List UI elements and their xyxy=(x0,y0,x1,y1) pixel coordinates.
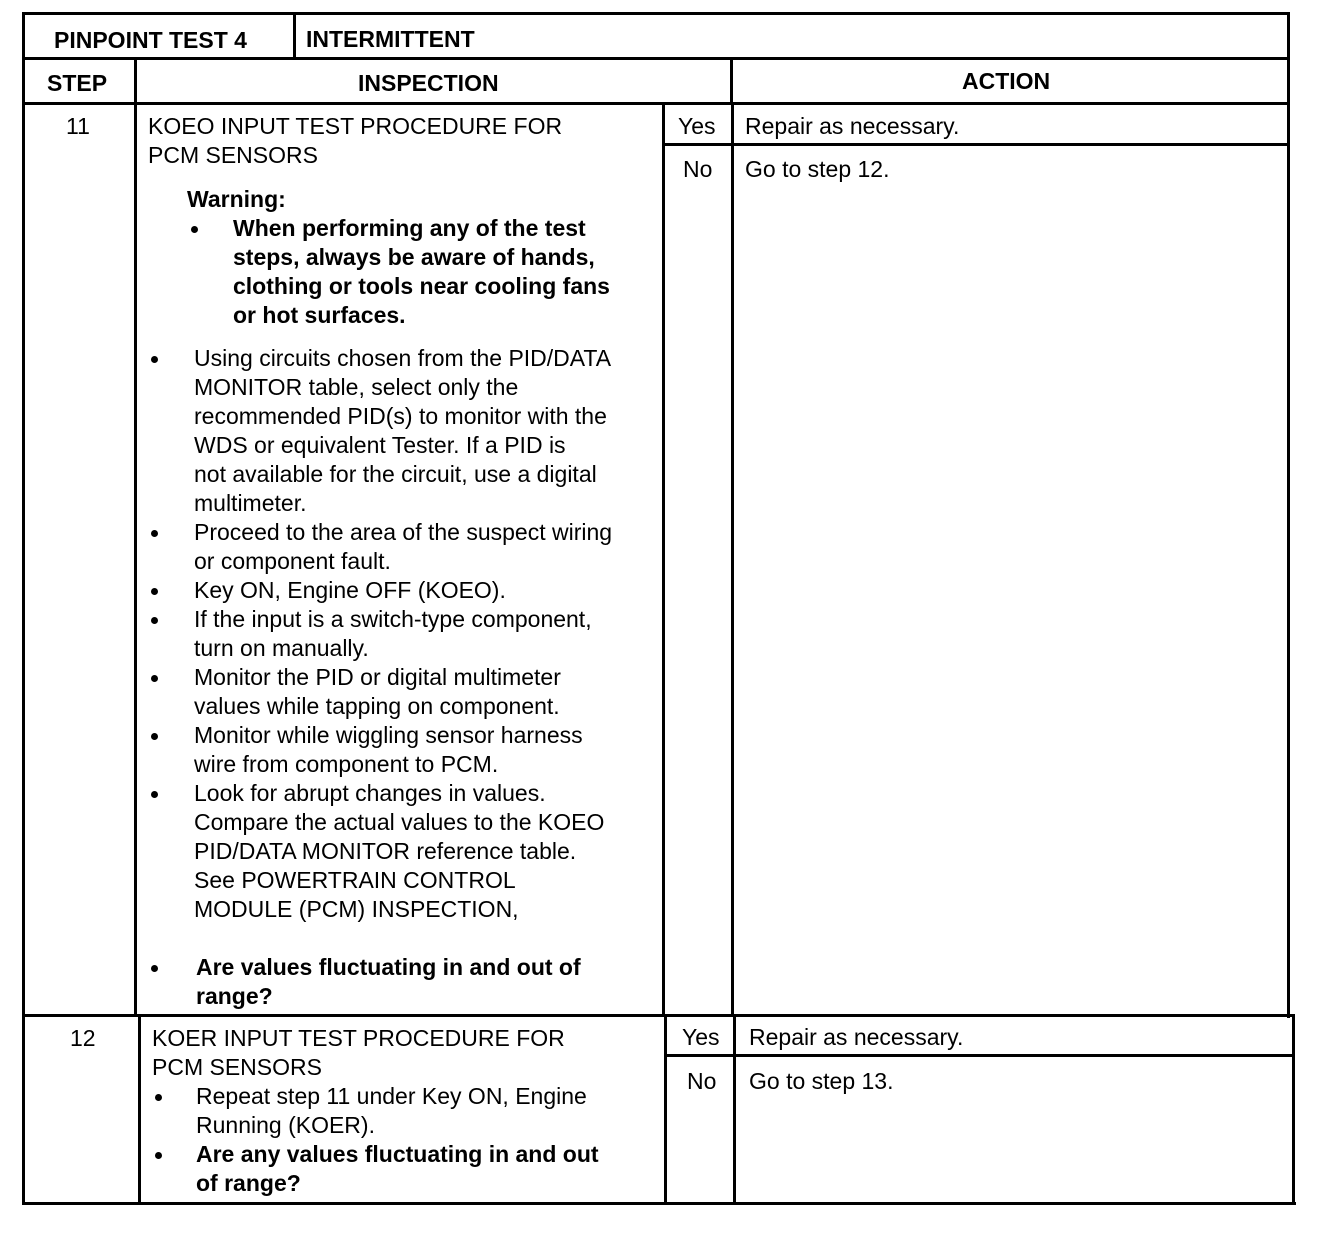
bullet-icon xyxy=(151,588,158,595)
warning-label: Warning: xyxy=(187,186,286,212)
step11-bullet1-line3: recommended PID(s) to monitor with the xyxy=(194,403,607,429)
step12-question-line2: of range? xyxy=(196,1170,301,1196)
bullet-icon xyxy=(151,617,158,624)
step11-bullet4-line2: turn on manually. xyxy=(194,635,369,661)
step11-bullet6-line2: wire from component to PCM. xyxy=(194,751,499,777)
bullet-icon xyxy=(151,356,158,363)
step11-bullet7-line4: See POWERTRAIN CONTROL xyxy=(194,867,516,893)
step11-question-line2: range? xyxy=(196,983,273,1009)
yesno-action-divider-11 xyxy=(731,102,734,1017)
step11-bullet4-line1: If the input is a switch-type component, xyxy=(194,606,592,632)
inspection-yesno-divider-11 xyxy=(662,102,665,1017)
step-column-divider xyxy=(134,57,137,1017)
step11-bullet5-line2: values while tapping on component. xyxy=(194,693,560,719)
step11-bullet5-line1: Monitor the PID or digital multimeter xyxy=(194,664,561,690)
step12-question-line1: Are any values fluctuating in and out xyxy=(196,1141,599,1167)
step12-yes-action: Repair as necessary. xyxy=(749,1024,964,1050)
table-border-right xyxy=(1287,12,1290,1018)
warning-line1: When performing any of the test xyxy=(233,215,586,241)
bullet-icon xyxy=(151,965,158,972)
table-border-left xyxy=(22,12,25,1205)
step12-no-action: Go to step 13. xyxy=(749,1068,894,1094)
step-column-divider-lower xyxy=(138,1014,141,1205)
step11-bullet2-line1: Proceed to the area of the suspect wiring xyxy=(194,519,613,545)
bullet-icon xyxy=(155,1152,162,1159)
step11-bullet7-line2: Compare the actual values to the KOEO xyxy=(194,809,605,835)
warning-line3: clothing or tools near cooling fans xyxy=(233,273,610,299)
step12-bullet1-line2: Running (KOER). xyxy=(196,1112,375,1138)
step-number-11: 11 xyxy=(66,113,90,139)
step11-bullet1-line4: WDS or equivalent Tester. If a PID is xyxy=(194,432,566,458)
warning-line4: or hot surfaces. xyxy=(233,302,406,328)
step11-yes-label: Yes xyxy=(678,113,716,139)
step12-bullet1-line1: Repeat step 11 under Key ON, Engine xyxy=(196,1083,587,1109)
bullet-icon xyxy=(191,226,198,233)
test-label: PINPOINT TEST 4 xyxy=(54,27,247,53)
bullet-icon xyxy=(151,675,158,682)
step-divider xyxy=(22,1014,1292,1017)
step11-title-line1: KOEO INPUT TEST PROCEDURE FOR xyxy=(148,113,563,139)
title-row-divider xyxy=(22,57,1290,60)
yes-no-divider-12 xyxy=(664,1054,1294,1057)
step11-bullet1-line2: MONITOR table, select only the xyxy=(194,374,519,400)
action-column-divider-header xyxy=(730,57,733,105)
step-number-12: 12 xyxy=(70,1025,96,1051)
test-name: INTERMITTENT xyxy=(306,26,475,52)
table-border-right-lower xyxy=(1292,1014,1295,1205)
header-row-divider xyxy=(22,102,1290,105)
bullet-icon xyxy=(151,530,158,537)
step11-bullet2-line2: or component fault. xyxy=(194,548,391,574)
step11-bullet7-line3: PID/DATA MONITOR reference table. xyxy=(194,838,577,864)
table-border-top xyxy=(22,12,1290,15)
step12-no-label: No xyxy=(687,1068,717,1094)
step12-title-line2: PCM SENSORS xyxy=(152,1054,322,1080)
bullet-icon xyxy=(151,733,158,740)
step11-bullet1-line5: not available for the circuit, use a digital xyxy=(194,461,597,487)
bullet-icon xyxy=(155,1094,162,1101)
step11-bullet6-line1: Monitor while wiggling sensor harness xyxy=(194,722,583,748)
step11-no-label: No xyxy=(683,156,713,182)
step11-no-action: Go to step 12. xyxy=(745,156,890,182)
yes-no-divider-11 xyxy=(662,143,1290,146)
yesno-action-divider-12 xyxy=(733,1014,736,1205)
column-header-step: STEP xyxy=(47,70,108,96)
step11-bullet7-line1: Look for abrupt changes in values. xyxy=(194,780,546,806)
step11-yes-action: Repair as necessary. xyxy=(745,113,960,139)
title-cell-divider xyxy=(293,12,296,60)
step12-title-line1: KOER INPUT TEST PROCEDURE FOR xyxy=(152,1025,565,1051)
warning-line2: steps, always be aware of hands, xyxy=(233,244,595,270)
step11-question-line1: Are values fluctuating in and out of xyxy=(196,954,581,980)
step11-bullet1-line6: multimeter. xyxy=(194,490,307,516)
column-header-action: ACTION xyxy=(962,68,1051,94)
step11-bullet7-line5: MODULE (PCM) INSPECTION, xyxy=(194,896,519,922)
inspection-yesno-divider-12 xyxy=(664,1014,667,1205)
step12-yes-label: Yes xyxy=(682,1024,720,1050)
bullet-icon xyxy=(151,791,158,798)
step11-bullet3-line1: Key ON, Engine OFF (KOEO). xyxy=(194,577,506,603)
table-border-bottom xyxy=(24,1202,1296,1205)
step11-bullet1-line1: Using circuits chosen from the PID/DATA xyxy=(194,345,612,371)
column-header-inspection: INSPECTION xyxy=(358,70,499,96)
step11-title-line2: PCM SENSORS xyxy=(148,142,318,168)
